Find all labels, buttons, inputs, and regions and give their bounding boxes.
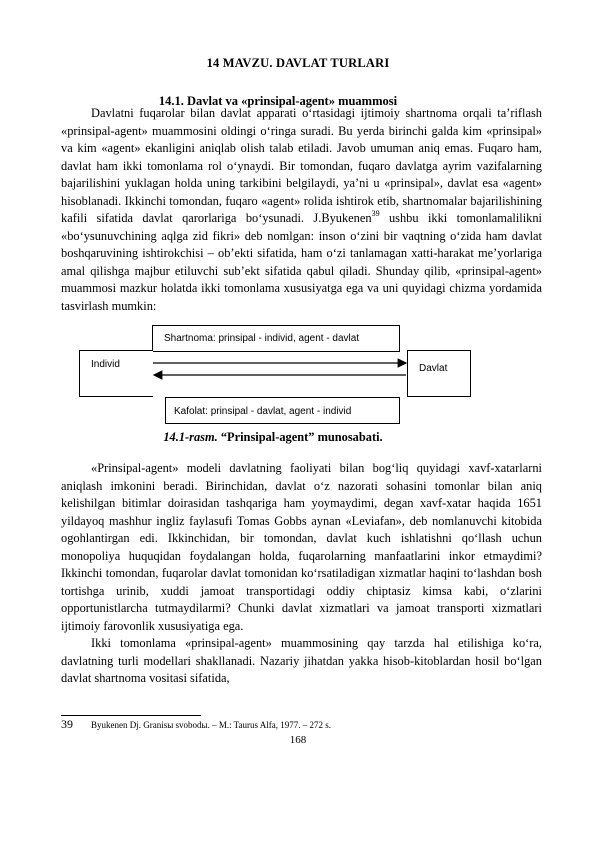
individ-box-label: Individ: [91, 359, 120, 370]
figure-caption: [0, 430, 596, 445]
section-title: 14.1. Davlat va «prinsipal-agent» muammosi: [158, 94, 398, 108]
paragraph-2: «Prinsipal-agent» modeli davlatning faoliyati bilan bog‘liq quyidagi xavf-xatarlarni aniqlash imkonini beradi. Birinchidan, davlat o‘z nazorati sohasini tomonlar bilan aniq kelishilgan bitimlar doirasidan tashqariga ham yoymaydimi, degan xavf-xatar haqida 1651 yildayoq mashhur ingliz faylasufi Tomas Gobbs aynan «Leviafan», deb nomlanuvchi kitobida ogohlantirgan edi. Ikkinchidan, bir tomondan, davlat kuch ishlatishni qo‘llash uchun monopoliya huquqidan foydalangan holda, fuqarolarning manfaatlarini inkor etmaydimi? Ikkinchi tomondan, fuqarolar davlat tomonidan ko‘rsatiladigan xizmatlar haqini to‘lashdan bosh tortishga urinib, xuddi jamoat transportidagi oddiy chiptasiz kimsa kabi, o‘zlarini opportunistlarcha tutmaydilarmi? Chunki davlat xizmatlari va jamoat transporti xizmatlari ijtimoiy farovonlik xususiyatiga ega.: [61, 461, 542, 633]
page-number: 168: [289, 734, 307, 746]
paragraph-2-block: [61, 460, 542, 688]
paragraph-3: Ikki tomonlama «prinsipal-agent» muammosining qay tarzda hal etilishiga ko‘ra, davlatning turli modellari shakllanadi. Nazariy jihatdan yakka hisob-kitoblardan hosil bo‘lgan davlat shartnoma vositasi sifatida,: [61, 636, 542, 685]
chapter-title: 14 MAVZU. DAVLAT TURLARI: [206, 56, 390, 70]
contract-box-label: Shartnoma: prinsipal - individ, agent - davlat: [164, 333, 360, 344]
footnote-ref[interactable]: 39: [371, 208, 380, 218]
figure-number: 14.1-rasm.: [163, 430, 218, 444]
davlat-box-label: Davlat: [419, 363, 448, 374]
guarantee-box-label: Kafolat: prinsipal - davlat, agent - individ: [174, 406, 352, 417]
footnote-rule: [61, 715, 201, 716]
paragraph-1-text: Davlatni fuqarolar bilan davlat apparati o‘rtasidagi ijtimoiy shartnoma orqali ta’riflash «prinsipal-agent» muammosini oldingi o‘ringa suradi. Bu yerda birinchi galda kim «prinsipal» va kim «agent» ekanligini aniqlab olish talab etiladi. Javob umuman aniq emas. Fuqaro ham, davlat ham ikki tomonlama rol o‘ynaydi. Bir tomondan, fuqaro davlatga ayrim vazifalarning bajarilishini yuklagan holda uning tarkibini belgilaydi, ya’ni u «prinsipal», davlat esa «agent» hisoblanadi. Ikkinchi tomondan, fuqaro «agent» rolida ishtirok etib, shartnomalar bajarilishining kafili sifatida davlat qarorlariga bo‘ysunadi. J.Byukenen: [61, 106, 542, 225]
footnote-text: Byukenen Dj. Granisы svobodы. – M.: Taurus Alfa, 1977. – 272 s.: [91, 720, 332, 730]
footnote-number: 39: [61, 717, 73, 731]
paragraph-1-end: ushbu ikki tomonlamalilikni «bo‘ysunuvchining aqlga zid fikri» deb nomlgan: inson o‘zini bir vaqtning o‘zida ham davlat boshqaruvining ishtirokchisi – ob’ekti sifatida, ham o‘zi tanlamagan xatti-harakat me’yorlariga amal qilishga majbur etiluvchi sub’ekt sifatida qabul qiladi. Shunday qilib, «prinsipal-agent» muammosi mazkur holatda ikki tomonlama xususiyatga ega va uni quyidagi chizma yordamida tasvirlash mumkin:: [61, 211, 542, 313]
footnote: [61, 717, 331, 732]
figure-caption-text: “Prinsipal-agent” munosabati.: [217, 430, 383, 444]
